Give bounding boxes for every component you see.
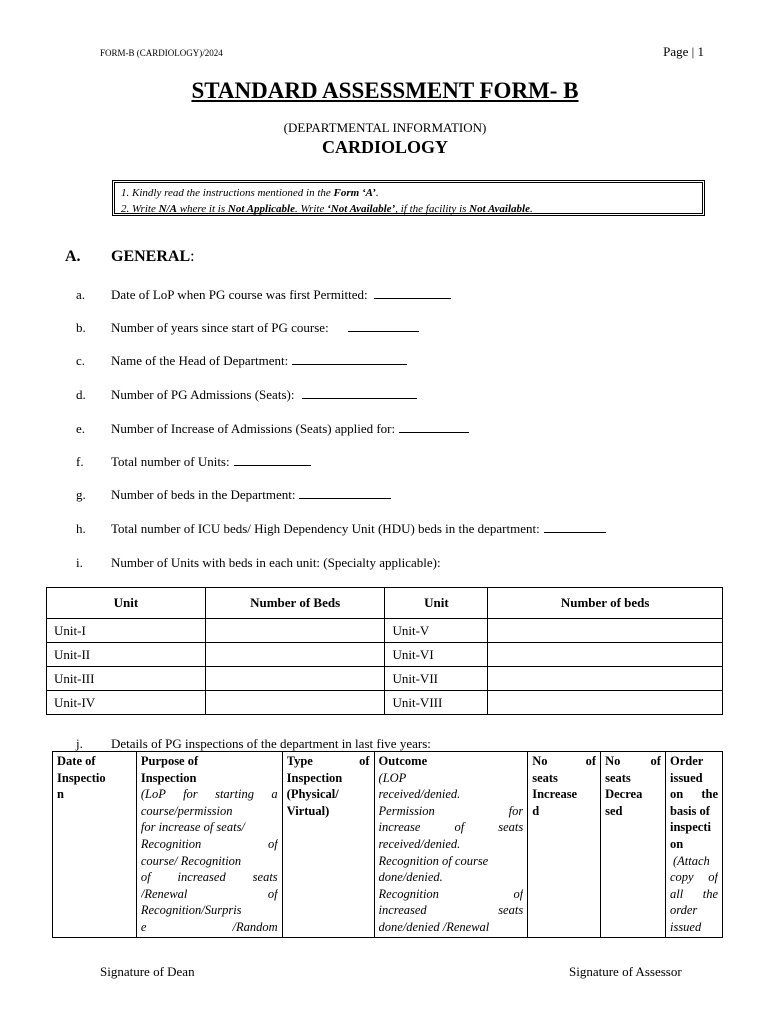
item-pg-admissions: d. Number of PG Admissions (Seats): (76, 387, 417, 403)
unit-name-cell: Unit-II (47, 643, 206, 667)
beds-cell[interactable] (205, 691, 385, 715)
table-row (47, 619, 723, 643)
column-header-number-of-beds: Number of Beds (205, 588, 385, 619)
item-icu-hdu-beds: h. Total number of ICU beds/ High Dependency Unit (HDU) beds in the department: (76, 521, 606, 537)
beds-cell[interactable] (205, 619, 385, 643)
seats-increased-header: No of seats Increase d (528, 752, 601, 938)
instructions-box (112, 180, 705, 216)
form-code: FORM-B (CARDIOLOGY)/2024 (100, 48, 223, 58)
column-header-number-of-beds: Number of beds (488, 588, 723, 619)
outcome-header: Outcome (LOP received/denied. Permission for increase of seats received/denied. Recognition of course done/denied. Recognition of increased seats done/denied /Renewal (374, 752, 528, 938)
item-lop-date: a. Date of LoP when PG course was first Permitted: (76, 287, 451, 303)
blank-line[interactable] (399, 422, 469, 433)
beds-cell[interactable] (488, 619, 723, 643)
unit-name-cell: Unit-III (47, 667, 206, 691)
blank-line[interactable] (302, 388, 417, 399)
item-head-of-department: c. Name of the Head of Department: (76, 353, 407, 369)
seats-decreased-header: No of seats Decrea sed (601, 752, 666, 938)
table-header-row (47, 588, 723, 619)
blank-line[interactable] (348, 321, 419, 332)
item-years-since-start: b. Number of years since start of PG course: (76, 320, 419, 336)
beds-cell[interactable] (488, 643, 723, 667)
table-row (47, 667, 723, 691)
unit-name-cell: Unit-VII (385, 667, 488, 691)
units-beds-table (46, 587, 723, 715)
unit-name-cell: Unit-VIII (385, 691, 488, 715)
item-increase-admissions: e. Number of Increase of Admissions (Seats) applied for: (76, 421, 469, 437)
item-total-units: f. Total number of Units: (76, 454, 311, 470)
order-issued-header: Order issued on the basis of inspecti on (Attach copy of all the order issued (665, 752, 722, 938)
blank-line[interactable] (544, 522, 606, 533)
blank-line[interactable] (292, 354, 407, 365)
inspections-table (52, 751, 723, 938)
type-of-inspection-header: Type of Inspection (Physical/ Virtual) (282, 752, 374, 938)
column-header-unit: Unit (47, 588, 206, 619)
purpose-of-inspection-header: Purpose of Inspection (LoP for starting a course/permission for increase of seats/ Recognition of course/ Recognition of increased seats /Renewal of Recognition/Surpris e /Random (136, 752, 282, 938)
inspections-heading: j. Details of PG inspections of the department in last five years: (76, 736, 431, 751)
instruction-line-2: 2. Write N/A where it is Not Applicable. Write ‘Not Available’, if the facility is Not Available. (121, 203, 533, 215)
section-a-heading: A. GENERAL: (65, 248, 195, 265)
page-title: STANDARD ASSESSMENT FORM- B (191, 78, 579, 103)
table-header-row (53, 752, 723, 938)
item-beds-in-department: g. Number of beds in the Department: (76, 487, 391, 503)
unit-name-cell: Unit-V (385, 619, 488, 643)
beds-cell[interactable] (205, 667, 385, 691)
page-number: Page | 1 (663, 44, 704, 59)
instruction-line-1: 1. Kindly read the instructions mentioned in the Form ‘A’. (121, 187, 379, 199)
beds-cell[interactable] (488, 667, 723, 691)
beds-cell[interactable] (488, 691, 723, 715)
table-row (47, 691, 723, 715)
unit-name-cell: Unit-IV (47, 691, 206, 715)
column-header-unit: Unit (385, 588, 488, 619)
date-of-inspection-header: Date of Inspectio n (53, 752, 137, 938)
blank-line[interactable] (234, 455, 311, 466)
subtitle: (DEPARTMENTAL INFORMATION) (283, 120, 487, 135)
item-units-with-beds: i. Number of Units with beds in each unit: (Specialty applicable): (76, 555, 441, 570)
blank-line[interactable] (374, 288, 451, 299)
unit-name-cell: Unit-I (47, 619, 206, 643)
beds-cell[interactable] (205, 643, 385, 667)
signature-dean: Signature of Dean (100, 964, 195, 979)
table-row (47, 643, 723, 667)
department-name: CARDIOLOGY (321, 137, 448, 157)
unit-name-cell: Unit-VI (385, 643, 488, 667)
signature-assessor: Signature of Assessor (569, 964, 682, 979)
blank-line[interactable] (299, 488, 391, 499)
